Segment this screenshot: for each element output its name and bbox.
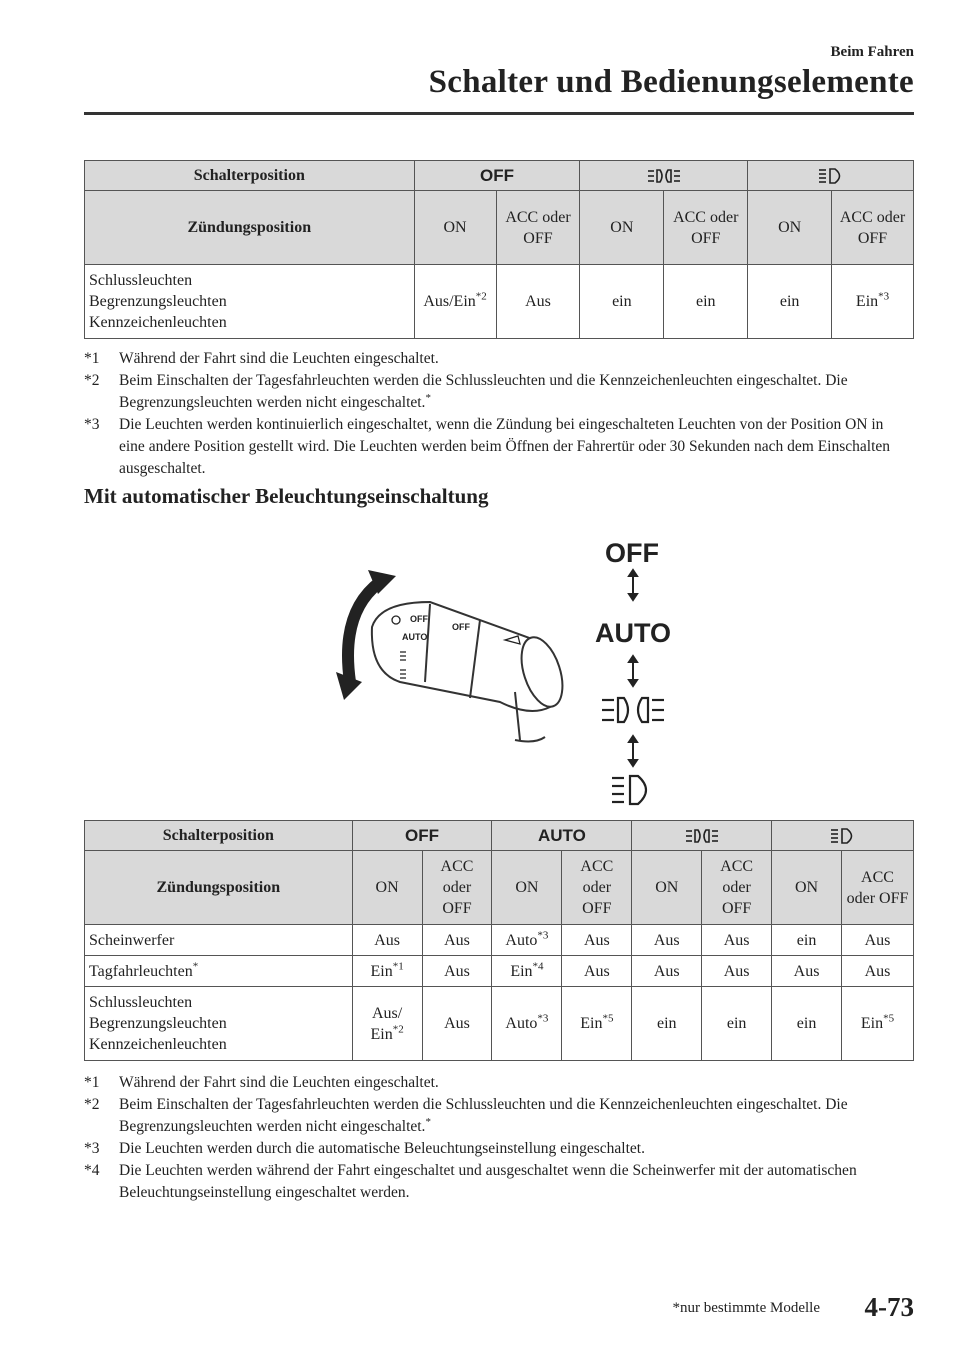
footnotes-1 (84, 348, 904, 480)
table-cell: Aus (562, 956, 632, 987)
ignition-cell: ON (580, 191, 664, 265)
header-rule (84, 112, 914, 115)
ignition-cell: ACC oder OFF (832, 191, 914, 265)
ignition-cell: ACC oder OFF (496, 191, 580, 265)
row-label (85, 987, 353, 1061)
legend-off-label: OFF (605, 538, 659, 568)
row-label: Scheinwerfer (85, 925, 353, 956)
light-position-table-manual (84, 160, 914, 339)
table-cell: Aus (632, 956, 702, 987)
footnote: *1 Während der Fahrt sind die Leuchten eingeschaltet. (84, 1074, 439, 1091)
table-cell: Ein$^{*4}$ (492, 956, 562, 987)
page-number: 4-73 (864, 1292, 914, 1322)
switch-position-header: Schalterposition (85, 821, 353, 851)
ignition-cell: ON (414, 191, 496, 265)
section-label: Beim Fahren (830, 44, 914, 60)
legend-low-beam-icon (612, 776, 646, 804)
row-label-line: Schlussleuchten (89, 994, 193, 1011)
table-cell: Auto$^{*3}$ (492, 987, 562, 1061)
table-cell: Aus/ Ein$^{*2}$ (352, 987, 422, 1061)
low-beam-column-header (748, 161, 914, 191)
ignition-cell: ACC oder OFF (664, 191, 748, 265)
table-cell: Aus (841, 956, 913, 987)
footnote: *2 Beim Einschalten der Tagesfahrleuchten werden die Schlussleuchten und die Kennzeichenleuchten eingeschaltet. Die Begrenzungsleuchten werden nicht eingeschaltet.* (84, 1096, 848, 1135)
ignition-position-header: Zündungsposition (85, 851, 353, 925)
parking-light-icon (684, 827, 720, 845)
models-note: *nur bestimmte Modelle (672, 1300, 820, 1316)
ignition-cell: ON (632, 851, 702, 925)
parking-light-icon (646, 167, 682, 185)
table-cell: Aus/Ein$^{*2}$ (414, 265, 496, 339)
table-cell: ein (748, 265, 832, 339)
table-cell: Aus (841, 925, 913, 956)
table-cell: ein (772, 987, 842, 1061)
ignition-cell: ACC oder OFF (841, 851, 913, 925)
section-subheading: Mit automatischer Beleuchtungseinschaltung (84, 484, 489, 508)
ignition-cell: ON (748, 191, 832, 265)
table-cell: Aus (422, 987, 492, 1061)
row-label-line: Schlussleuchten (89, 272, 193, 289)
row-label (85, 265, 415, 339)
parking-light-column-header (632, 821, 772, 851)
footnote: *2 Beim Einschalten der Tagesfahrleuchten werden die Schlussleuchten und die Kennzeichenleuchten eingeschaltet. Die Begrenzungsleuchten werden nicht eingeschaltet.* (84, 372, 848, 411)
table-cell: Aus (632, 925, 702, 956)
ignition-cell: ON (772, 851, 842, 925)
table-cell: Aus (352, 925, 422, 956)
table-cell: ein (664, 265, 748, 339)
footnote: *3 Die Leuchten werden durch die automatische Beleuchtungseinstellung eingeschaltet. (84, 1140, 645, 1157)
footnotes-2 (84, 1072, 904, 1204)
off-position-header: OFF (414, 161, 580, 191)
footnote: *4 Die Leuchten werden während der Fahrt eingeschaltet und ausgeschaltet wenn die Scheinwerfer mit der automatischen Beleuchtungseinstellung eingeschaltet werden. (84, 1162, 857, 1201)
stalk-auto-label: AUTO (402, 632, 428, 642)
legend-parking-light-icon (602, 698, 664, 722)
table-cell: Aus (422, 956, 492, 987)
table-cell: Aus (562, 925, 632, 956)
row-label-line: Begrenzungsleuchten (89, 1015, 227, 1032)
stalk-off2-label: OFF (452, 622, 470, 632)
auto-position-header: AUTO (492, 821, 632, 851)
table-cell: Aus (702, 956, 772, 987)
low-beam-icon (817, 167, 845, 185)
table-cell: Aus (702, 925, 772, 956)
low-beam-icon (829, 827, 857, 845)
switch-position-header: Schalterposition (85, 161, 415, 191)
parking-light-column-header (580, 161, 748, 191)
table-cell: Aus (772, 956, 842, 987)
table-cell: Aus (422, 925, 492, 956)
row-label-line: Begrenzungsleuchten (89, 293, 227, 310)
table-cell: ein (772, 925, 842, 956)
table-cell: Auto$^{*3}$ (492, 925, 562, 956)
table-cell: Aus (496, 265, 580, 339)
legend-auto-label: AUTO (594, 618, 672, 648)
stalk-off-label: OFF (410, 614, 428, 624)
light-position-table-auto (84, 820, 914, 1061)
ignition-cell: ON (352, 851, 422, 925)
table-cell: ein (632, 987, 702, 1061)
ignition-cell: ACC oder OFF (422, 851, 492, 925)
row-label: Tagfahrleuchten* (85, 956, 353, 987)
table-cell: Ein$^{*1}$ (352, 956, 422, 987)
footnote: *1 Während der Fahrt sind die Leuchten eingeschaltet. (84, 350, 439, 367)
footnote: *3 Die Leuchten werden kontinuierlich eingeschaltet, wenn die Zündung bei eingeschalteten Leuchten von der Position ON in eine andere Position gestellt wird. Die Leuchten werden beim Öffnen der Fahrertür oder 30 Sekunden nach dem Einschalten ausgeschaltet. (84, 416, 891, 477)
ignition-cell: ON (492, 851, 562, 925)
ignition-cell: ACC oder OFF (562, 851, 632, 925)
row-label-line: Kennzeichenleuchten (89, 1036, 227, 1053)
table-cell: ein (580, 265, 664, 339)
table-cell: Ein$^{*5}$ (562, 987, 632, 1061)
table-cell: Ein$^{*5}$ (841, 987, 913, 1061)
ignition-position-header: Zündungsposition (85, 191, 415, 265)
page-title: Schalter und Bedienungselemente (428, 64, 914, 100)
ignition-cell: ACC oder OFF (702, 851, 772, 925)
table-cell: Ein$^{*3}$ (832, 265, 914, 339)
low-beam-column-header (772, 821, 914, 851)
light-switch-illustration (320, 532, 700, 822)
off-position-header: OFF (352, 821, 492, 851)
row-label-line: Kennzeichenleuchten (89, 314, 227, 331)
table-cell: ein (702, 987, 772, 1061)
